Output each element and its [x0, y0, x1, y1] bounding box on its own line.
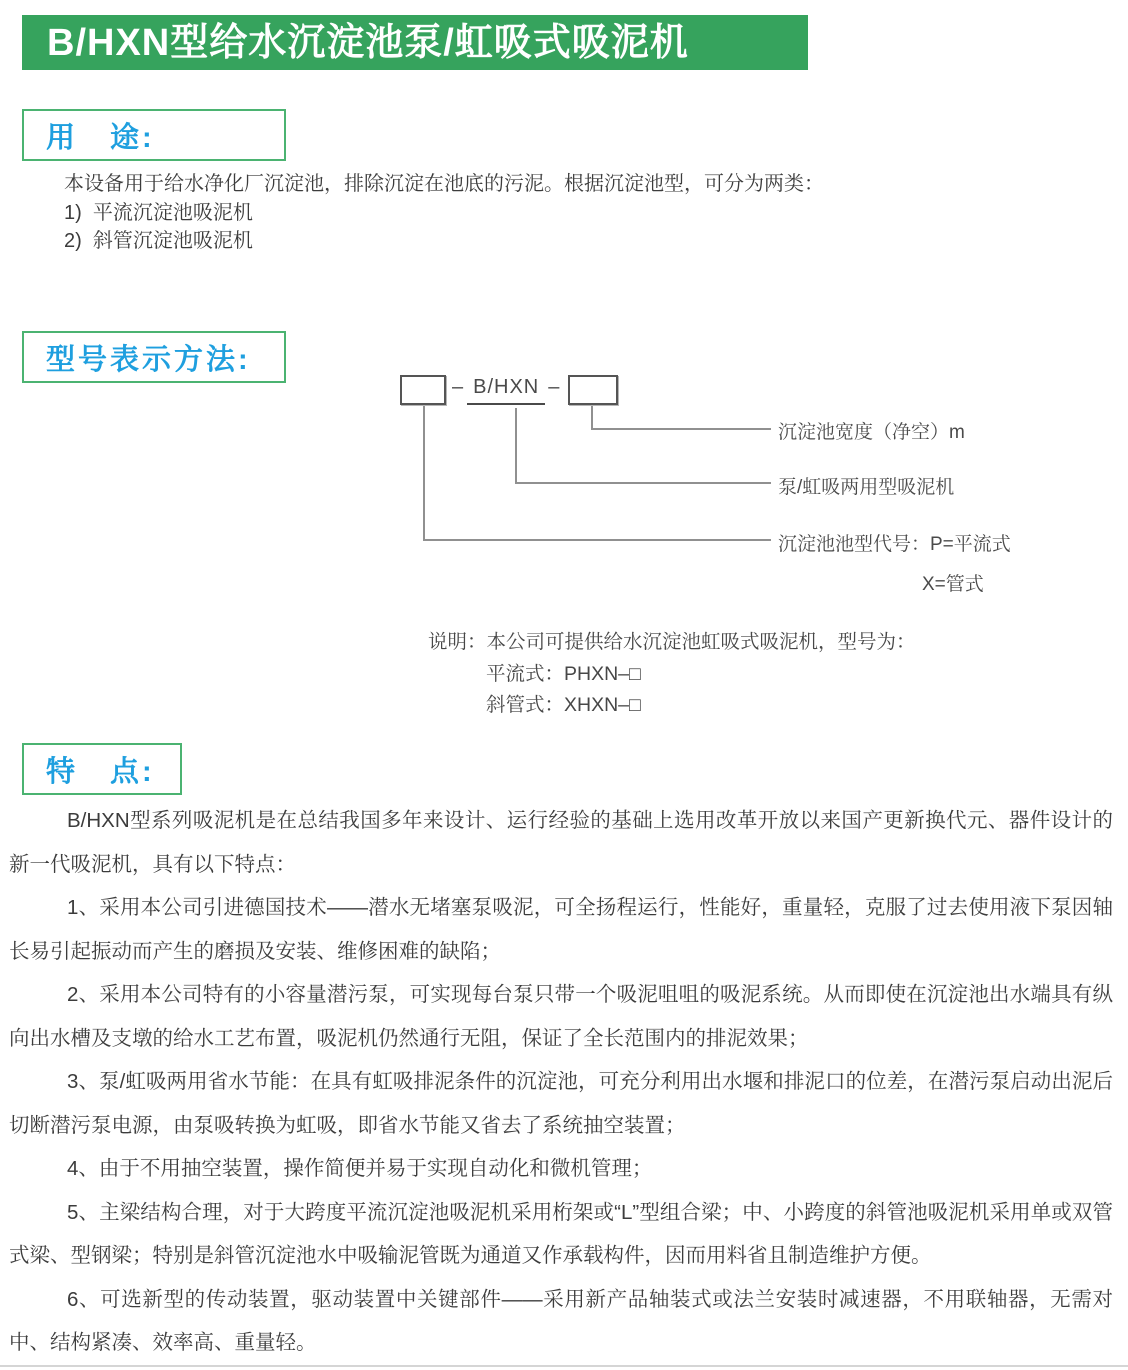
model-code-text: B/HXN [467, 376, 545, 405]
model-code-right-dash: – [548, 376, 561, 398]
usage-heading-label: 用 途: [46, 121, 155, 154]
model-heading-label: 型号表示方法: [46, 343, 251, 376]
diagram-label-pump-siphon: 泵/虹吸两用型吸泥机 [778, 477, 955, 498]
page-title: B/HXN型给水沉淀池泵/虹吸式吸泥机 [47, 22, 689, 64]
diagram-connector-line [515, 408, 517, 483]
page-title-bar [22, 15, 808, 70]
usage-list-item: 1) 平流沉淀池吸泥机 [64, 201, 253, 224]
features-paragraph: B/HXN型系列吸泥机是在总结我国多年来设计、运行经验的基础上选用改革开放以来国产更新换代元、器件设计的新一代吸泥机，具有以下特点： [9, 809, 1113, 876]
model-code-left-dash: – [452, 376, 465, 398]
model-note-line: 说明：本公司可提供给水沉淀池虹吸式吸泥机，型号为： [428, 631, 916, 653]
diagram-connector-line [423, 406, 425, 540]
features-text-block [9, 799, 1113, 1365]
features-paragraph: 6、可选新型的传动装置，驱动装置中关键部件——采用新产品轴装式或法兰安装时减速器，不用联轴器，无需对中、结构紧凑、效率高、重量轻。 [9, 1287, 1113, 1354]
features-heading-label: 特 点: [46, 755, 155, 788]
diagram-connector-line [591, 428, 771, 430]
features-paragraph: 2、采用本公司特有的小容量潜污泵，可实现每台泵只带一个吸泥咀咀的吸泥系统。从而即使在沉淀池出水端具有纵向出水槽及支墩的给水工艺布置，吸泥机仍然通行无阻，保证了全长范围内的排泥效果； [9, 983, 1113, 1050]
features-paragraph: 4、由于不用抽空装置，操作简便并易于实现自动化和微机管理； [67, 1157, 653, 1180]
features-paragraph: 3、泵/虹吸两用省水节能：在具有虹吸排泥条件的沉淀池，可充分利用出水堰和排泥口的位差，在潜污泵启动出泥后切断潜污泵电源，由泵吸转换为虹吸，即省水节能又省去了系统抽空装置； [9, 1070, 1113, 1137]
model-note-line: 平流式：PHXN–□ [486, 662, 641, 685]
diagram-label-basin-type-2: X=管式 [922, 574, 984, 595]
section-heading-usage [22, 109, 286, 161]
model-note-block [428, 627, 916, 722]
diagram-label-basin-width: 沉淀池宽度（净空）m [778, 422, 965, 443]
model-suffix-box [568, 375, 618, 405]
diagram-connector-line [423, 539, 771, 541]
features-paragraph: 1、采用本公司引进德国技术——潜水无堵塞泵吸泥，可全扬程运行，性能好，重量轻，克服了过去使用液下泵因轴长易引起振动而产生的磨损及安装、维修困难的缺陷； [9, 896, 1113, 963]
diagram-label-basin-type: 沉淀池池型代号：P=平流式 [778, 534, 1011, 555]
model-code [452, 376, 560, 405]
model-designation-diagram [0, 370, 1128, 620]
section-heading-features [22, 743, 182, 795]
usage-text-block [64, 170, 1084, 256]
model-prefix-box [400, 375, 446, 405]
model-note-line: 斜管式：XHXN–□ [486, 694, 641, 716]
diagram-connector-line [591, 406, 593, 429]
usage-intro: 本设备用于给水净化厂沉淀池，排除沉淀在池底的污泥。根据沉淀池型，可分为两类： [64, 173, 824, 195]
features-paragraph: 5、主梁结构合理，对于大跨度平流沉淀池吸泥机采用桁架或“L”型组合梁；中、小跨度的斜管池吸泥机采用单或双管式梁、型钢梁；特别是斜管沉淀池水中吸输泥管既为通道又作承载构件，因而用料省且制造维护方便。 [9, 1200, 1113, 1267]
page-bottom-rule [0, 1365, 1128, 1367]
diagram-connector-line [515, 482, 771, 484]
usage-list-item: 2) 斜管沉淀池吸泥机 [64, 230, 253, 252]
